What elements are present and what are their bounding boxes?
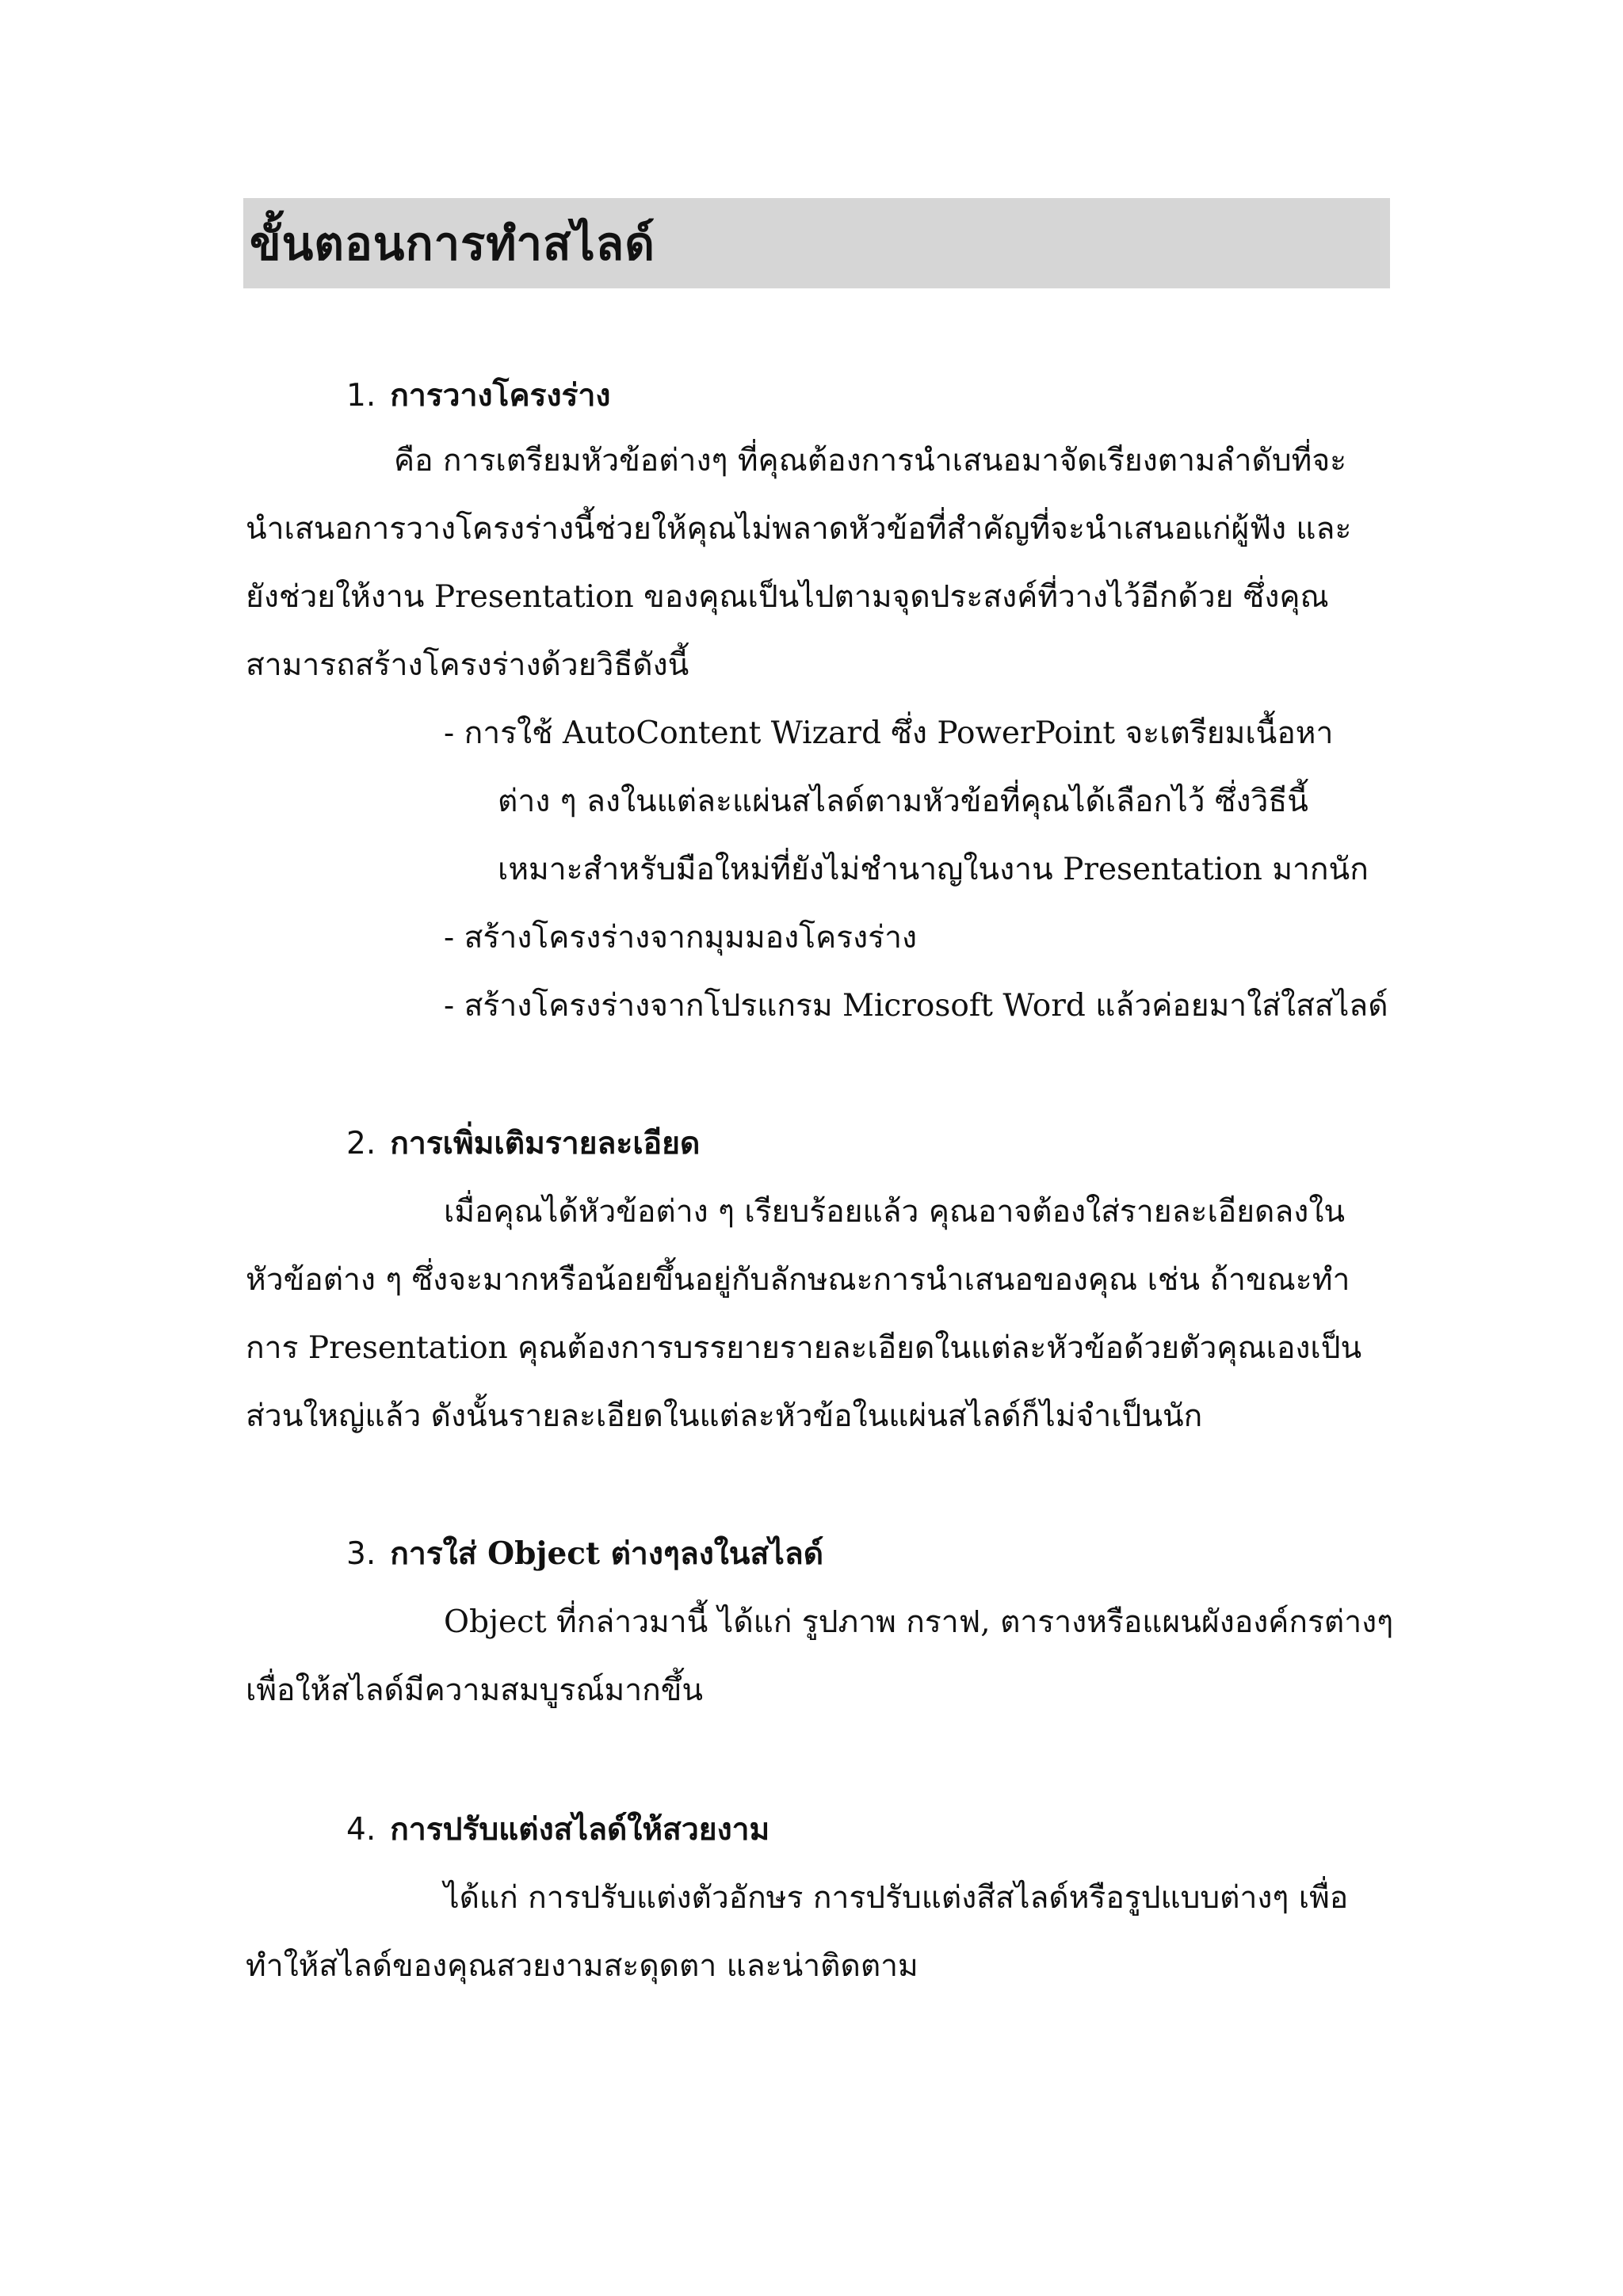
section-title-4: การปรับแต่งสไลด์ให้สวยงาม [390, 1811, 770, 1848]
paragraph-line: นำเสนอการวางโครงร่างนี้ช่วยให้คุณไม่พลาดหัวข้อที่สำคัญที่จะนำเสนอแก่ผู้ฟัง และ [246, 511, 1352, 547]
paragraph-line: ได้แก่ การปรับแต่งตัวอักษร การปรับแต่งสีสไลด์หรือรูปแบบต่างๆ เพื่อ [444, 1880, 1349, 1916]
section-number-1: 1. [346, 378, 376, 414]
section-number-2: 2. [346, 1126, 376, 1161]
paragraph-line: การ Presentation คุณต้องการบรรยายรายละเอียดในแต่ละหัวข้อด้วยตัวคุณเองเป็น [246, 1330, 1362, 1366]
section-number-4: 4. [346, 1812, 376, 1848]
bullet-line: - การใช้ AutoContent Wizard ซึ่ง PowerPoint จะเตรียมเนื้อหา [444, 715, 1334, 751]
bullet-line: เหมาะสำหรับมือใหม่ที่ยังไม่ชำนาญในงาน Presentation มากนัก [498, 852, 1369, 887]
paragraph-line: เพื่อให้สไลด์มีความสมบูรณ์มากขึ้น [246, 1672, 704, 1708]
section-heading-1 [346, 377, 611, 414]
section-title-3: การใส่ Object ต่างๆลงในสไลด์ [390, 1535, 824, 1572]
paragraph-line: ส่วนใหญ่แล้ว ดังนั้นรายละเอียดในแต่ละหัวข้อในแผ่นสไลด์ก็ไม่จำเป็นนัก [246, 1398, 1203, 1434]
bullet-line: ต่าง ๆ ลงในแต่ละแผ่นสไลด์ตามหัวข้อที่คุณได้เลือกไว้ ซึ่งวิธีนี้ [498, 784, 1308, 819]
paragraph-line: คือ การเตรียมหัวข้อต่างๆ ที่คุณต้องการนำเสนอมาจัดเรียงตามลำดับที่จะ [394, 443, 1347, 479]
paragraph-line: ยังช่วยให้งาน Presentation ของคุณเป็นไปตามจุดประสงค์ที่วางไว้อีกด้วย ซึ่งคุณ [246, 579, 1329, 615]
paragraph-line: ทำให้สไลด์ของคุณสวยงามสะดุดตา และน่าติดตาม [246, 1948, 918, 1984]
paragraph-line: เมื่อคุณได้หัวข้อต่าง ๆ เรียบร้อยแล้ว คุณอาจต้องใส่รายละเอียดลงใน [444, 1194, 1346, 1230]
section-title-1: การวางโครงร่าง [390, 377, 611, 414]
section-heading-3 [346, 1535, 824, 1572]
section-heading-4 [346, 1811, 770, 1848]
section-title-2: การเพิ่มเติมรายละเอียด [390, 1125, 701, 1161]
paragraph-line: Object ที่กล่าวมานี้ ได้แก่ รูปภาพ กราฟ, ตารางหรือแผนผังองค์กรต่างๆ [444, 1604, 1394, 1640]
section-heading-2 [346, 1125, 701, 1161]
page-title: ขั้นตอนการทำสไลด์ [250, 216, 655, 271]
bullet-line: - สร้างโครงร่างจากโปรแกรม Microsoft Word แล้วค่อยมาใส่ใสสไลด์ [444, 988, 1388, 1024]
paragraph-line: สามารถสร้างโครงร่างด้วยวิธีดังนี้ [246, 647, 689, 683]
paragraph-line: หัวข้อต่าง ๆ ซึ่งจะมากหรือน้อยขึ้นอยู่กับลักษณะการนำเสนอของคุณ เช่น ถ้าขณะทำ [246, 1262, 1350, 1298]
title-bar [243, 198, 1390, 288]
section-number-3: 3. [346, 1536, 376, 1572]
bullet-line: - สร้างโครงร่างจากมุมมองโครงร่าง [444, 920, 918, 955]
